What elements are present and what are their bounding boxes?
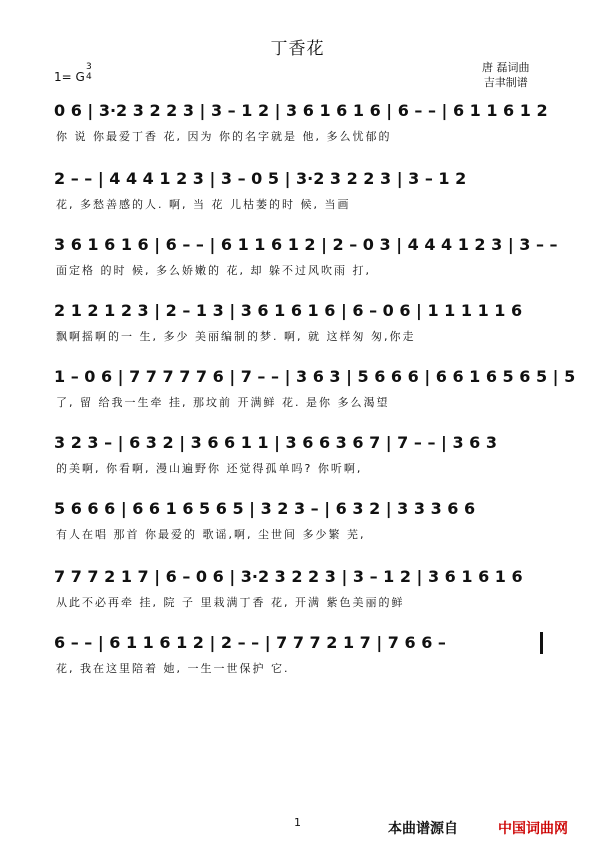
lyrics: 飘啊摇啊的一 生, 多少 美丽编制的梦. 啊, 就 这样匆 匆,你走: [56, 330, 416, 343]
lyrics: 花, 多愁善感的人. 啊, 当 花 儿枯萎的时 候, 当画: [56, 198, 351, 211]
time-signature: [86, 62, 92, 82]
final-barline: [540, 632, 543, 654]
lyrics: 花, 我在这里陪着 她, 一生一世保护 它.: [56, 662, 290, 675]
lyrics: 有人在唱 那首 你最爱的 歌谣,啊, 尘世间 多少繁 芜,: [56, 528, 366, 541]
notation: 1 – 0 6 | 7 7 7 7 7 6 | 7 – – | 3 6 3 | 5 6 6 6 | 6 6 1 6 5 6 5 | 5: [54, 366, 576, 386]
notation: 2 1 2 1 2 3 | 2 – 1 3 | 3 6 1 6 1 6 | 6 – 0 6 | 1 1 1 1 1 6: [54, 300, 523, 320]
notation: 0 6 | 3·2 3 2 2 3 | 3 – 1 2 | 3 6 1 6 1 6 | 6 – – | 6 1 1 6 1 2: [54, 100, 548, 120]
notation: 2 – – | 4 4 4 1 2 3 | 3 – 0 5 | 3·2 3 2 2 3 | 3 – 1 2: [54, 168, 467, 188]
notation: 6 – – | 6 1 1 6 1 2 | 2 – – | 7 7 7 2 1 7 | 7 6 6 –: [54, 632, 446, 652]
notation: 5 6 6 6 | 6 6 1 6 5 6 5 | 3 2 3 – | 6 3 2 | 3 3 3 6 6: [54, 498, 476, 518]
lyrics: 你 说 你最爱丁香 花, 因为 你的名字就是 他, 多么忧郁的: [56, 130, 392, 143]
song-title: 丁香花: [270, 39, 325, 59]
lyrics: 面定格 的时 候, 多么娇嫩的 花, 却 躲不过风吹雨 打,: [56, 264, 371, 277]
lyrics: 了, 留 给我一生牵 挂, 那坟前 开满鲜 花. 是你 多么渴望: [56, 396, 390, 409]
credits: [482, 60, 530, 90]
footer-source: 本曲谱源自: [388, 821, 458, 837]
notation: 3 6 1 6 1 6 | 6 – – | 6 1 1 6 1 2 | 2 – 0 3 | 4 4 4 1 2 3 | 3 – –: [54, 234, 558, 254]
notation: 3 2 3 – | 6 3 2 | 3 6 6 1 1 | 3 6 6 3 6 7 | 7 – – | 3 6 3: [54, 432, 497, 452]
page-number: 1: [294, 816, 301, 829]
lyrics: 从此不必再牵 挂, 院 子 里栽满丁香 花, 开满 紫色美丽的鲜: [56, 596, 405, 609]
transcriber-credit: 吉聿制谱: [483, 76, 528, 89]
notation: 7 7 7 2 1 7 | 6 – 0 6 | 3·2 3 2 2 3 | 3 – 1 2 | 3 6 1 6 1 6: [54, 566, 523, 586]
lyricist-credit: 唐 磊词曲: [482, 61, 530, 74]
meter-top: 3: [86, 62, 92, 72]
key-signature: 1= G: [54, 70, 85, 84]
lyrics: 的美啊, 你看啊, 漫山遍野你 还觉得孤单吗? 你听啊,: [56, 462, 363, 475]
footer-site: 中国词曲网: [498, 821, 568, 837]
meter-bottom: 4: [86, 72, 92, 82]
